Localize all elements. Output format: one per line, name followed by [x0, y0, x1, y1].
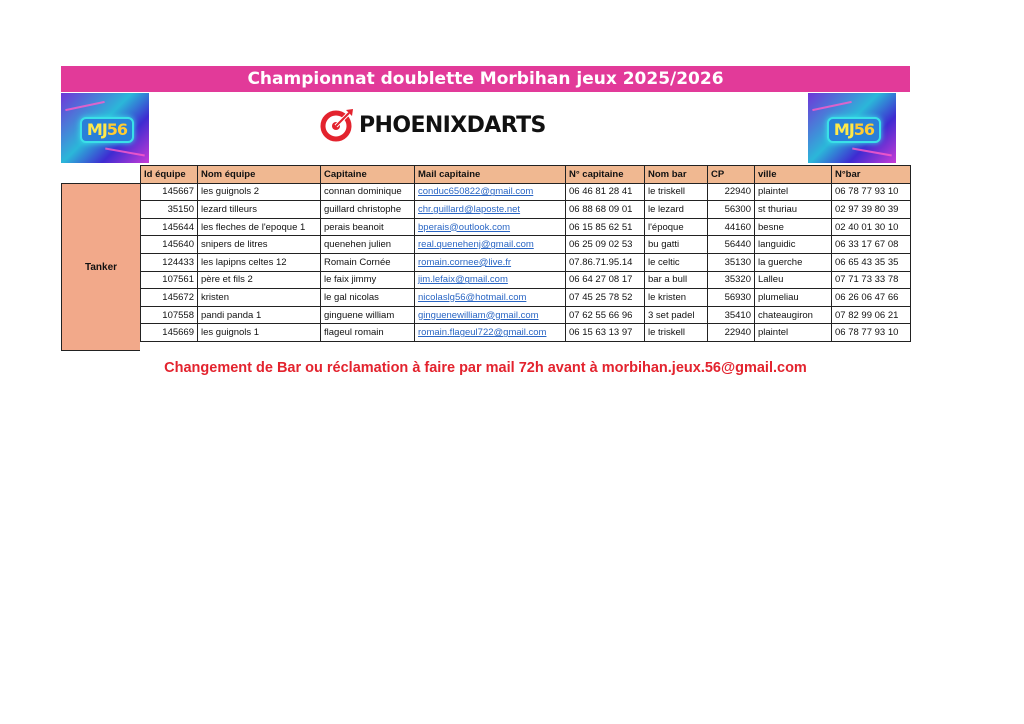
cell-cp: 56300 [708, 201, 755, 219]
table-row [141, 201, 911, 219]
cell-team: père et fils 2 [198, 271, 321, 289]
cell-bar-phone: 06 65 43 35 35 [832, 253, 911, 271]
cell-id: 145669 [141, 324, 198, 342]
cell-phone: 06 15 85 62 51 [566, 218, 645, 236]
mj56-logo-icon: MJ56 [80, 117, 134, 143]
col-cp: CP [708, 166, 755, 184]
cell-bar: l'époque [645, 218, 708, 236]
cell-id: 124433 [141, 253, 198, 271]
cell-bar: le lezard [645, 201, 708, 219]
mj56-logo-right [808, 93, 896, 163]
teams-table [140, 165, 911, 342]
cell-captain: flageul romain [321, 324, 415, 342]
cell-phone: 07 45 25 78 52 [566, 289, 645, 307]
cell-bar-phone: 02 40 01 30 10 [832, 218, 911, 236]
cell-phone: 07 62 55 66 96 [566, 306, 645, 324]
table-row [141, 324, 911, 342]
cell-cp: 35410 [708, 306, 755, 324]
cell-id: 145644 [141, 218, 198, 236]
cell-city: besne [755, 218, 832, 236]
cell-city: languidic [755, 236, 832, 254]
col-numero-capitaine: N° capitaine [566, 166, 645, 184]
cell-city: plaintel [755, 183, 832, 201]
cell-team: les fleches de l'epoque 1 [198, 218, 321, 236]
cell-captain: le faix jimmy [321, 271, 415, 289]
cell-id: 107558 [141, 306, 198, 324]
cell-bar-phone: 06 78 77 93 10 [832, 183, 911, 201]
table-row [141, 218, 911, 236]
col-nom-equipe: Nom équipe [198, 166, 321, 184]
col-ville: ville [755, 166, 832, 184]
cell-bar: bu gatti [645, 236, 708, 254]
cell-mail-link[interactable]: ginguenewilliam@gmail.com [415, 306, 566, 324]
cell-team: snipers de litres [198, 236, 321, 254]
table-row [141, 253, 911, 271]
cell-phone: 06 88 68 09 01 [566, 201, 645, 219]
table-row [141, 306, 911, 324]
cell-bar: le celtic [645, 253, 708, 271]
table-row [141, 289, 911, 307]
cell-mail-link[interactable]: romain.flageul722@gmail.com [415, 324, 566, 342]
page-title: Championnat doublette Morbihan jeux 2025/2026 [61, 66, 910, 92]
cell-phone: 07.86.71.95.14 [566, 253, 645, 271]
cell-cp: 56930 [708, 289, 755, 307]
phoenixdarts-logo [320, 108, 546, 142]
cell-captain: quenehen julien [321, 236, 415, 254]
cell-city: plumeliau [755, 289, 832, 307]
cell-cp: 44160 [708, 218, 755, 236]
cell-cp: 22940 [708, 324, 755, 342]
cell-city: Lalleu [755, 271, 832, 289]
col-numero-bar: N°bar [832, 166, 911, 184]
col-capitaine: Capitaine [321, 166, 415, 184]
cell-bar: 3 set padel [645, 306, 708, 324]
mj56-logo-icon: MJ56 [827, 117, 881, 143]
cell-cp: 22940 [708, 183, 755, 201]
cell-mail-link[interactable]: chr.guillard@laposte.net [415, 201, 566, 219]
cell-city: st thuriau [755, 201, 832, 219]
cell-phone: 06 46 81 28 41 [566, 183, 645, 201]
cell-mail-link[interactable]: romain.cornee@live.fr [415, 253, 566, 271]
cell-bar-phone: 06 78 77 93 10 [832, 324, 911, 342]
cell-captain: guillard christophe [321, 201, 415, 219]
cell-bar-phone: 02 97 39 80 39 [832, 201, 911, 219]
cell-phone: 06 64 27 08 17 [566, 271, 645, 289]
cell-phone: 06 25 09 02 53 [566, 236, 645, 254]
group-label: Tanker [61, 183, 140, 351]
sponsor-name: PHOENIXDARTS [359, 112, 546, 138]
cell-id: 145667 [141, 183, 198, 201]
cell-bar-phone: 06 33 17 67 08 [832, 236, 911, 254]
phoenix-darts-icon [320, 108, 354, 142]
cell-mail-link[interactable]: jim.lefaix@gmail.com [415, 271, 566, 289]
cell-captain: perais beanoit [321, 218, 415, 236]
cell-id: 35150 [141, 201, 198, 219]
cell-city: plaintel [755, 324, 832, 342]
cell-bar-phone: 07 82 99 06 21 [832, 306, 911, 324]
table-row [141, 183, 911, 201]
cell-mail-link[interactable]: bperais@outlook.com [415, 218, 566, 236]
cell-phone: 06 15 63 13 97 [566, 324, 645, 342]
cell-cp: 35130 [708, 253, 755, 271]
cell-bar: bar a bull [645, 271, 708, 289]
cell-mail-link[interactable]: conduc650822@gmail.com [415, 183, 566, 201]
cell-team: les lapipns celtes 12 [198, 253, 321, 271]
table-row [141, 271, 911, 289]
table-header-row [141, 166, 911, 184]
cell-bar: le kristen [645, 289, 708, 307]
cell-city: chateaugiron [755, 306, 832, 324]
cell-mail-link[interactable]: nicolaslg56@hotmail.com [415, 289, 566, 307]
cell-bar-phone: 06 26 06 47 66 [832, 289, 911, 307]
cell-captain: le gal nicolas [321, 289, 415, 307]
table-row [141, 236, 911, 254]
cell-bar-phone: 07 71 73 33 78 [832, 271, 911, 289]
cell-captain: Romain Cornée [321, 253, 415, 271]
col-id-equipe: Id équipe [141, 166, 198, 184]
cell-captain: ginguene william [321, 306, 415, 324]
cell-team: pandi panda 1 [198, 306, 321, 324]
cell-team: les guignols 1 [198, 324, 321, 342]
cell-team: kristen [198, 289, 321, 307]
mj56-logo-left [61, 93, 149, 163]
bar-change-note: Changement de Bar ou réclamation à faire par mail 72h avant à morbihan.jeux.56@gmail.com [164, 360, 807, 376]
cell-id: 145672 [141, 289, 198, 307]
cell-id: 145640 [141, 236, 198, 254]
cell-cp: 56440 [708, 236, 755, 254]
cell-bar: le triskell [645, 183, 708, 201]
cell-bar: le triskell [645, 324, 708, 342]
cell-mail-link[interactable]: real.quenehenj@gmail.com [415, 236, 566, 254]
cell-team: lezard tilleurs [198, 201, 321, 219]
cell-team: les guignols 2 [198, 183, 321, 201]
cell-cp: 35320 [708, 271, 755, 289]
col-mail-capitaine: Mail capitaine [415, 166, 566, 184]
cell-city: la guerche [755, 253, 832, 271]
col-nom-bar: Nom bar [645, 166, 708, 184]
cell-id: 107561 [141, 271, 198, 289]
cell-captain: connan dominique [321, 183, 415, 201]
